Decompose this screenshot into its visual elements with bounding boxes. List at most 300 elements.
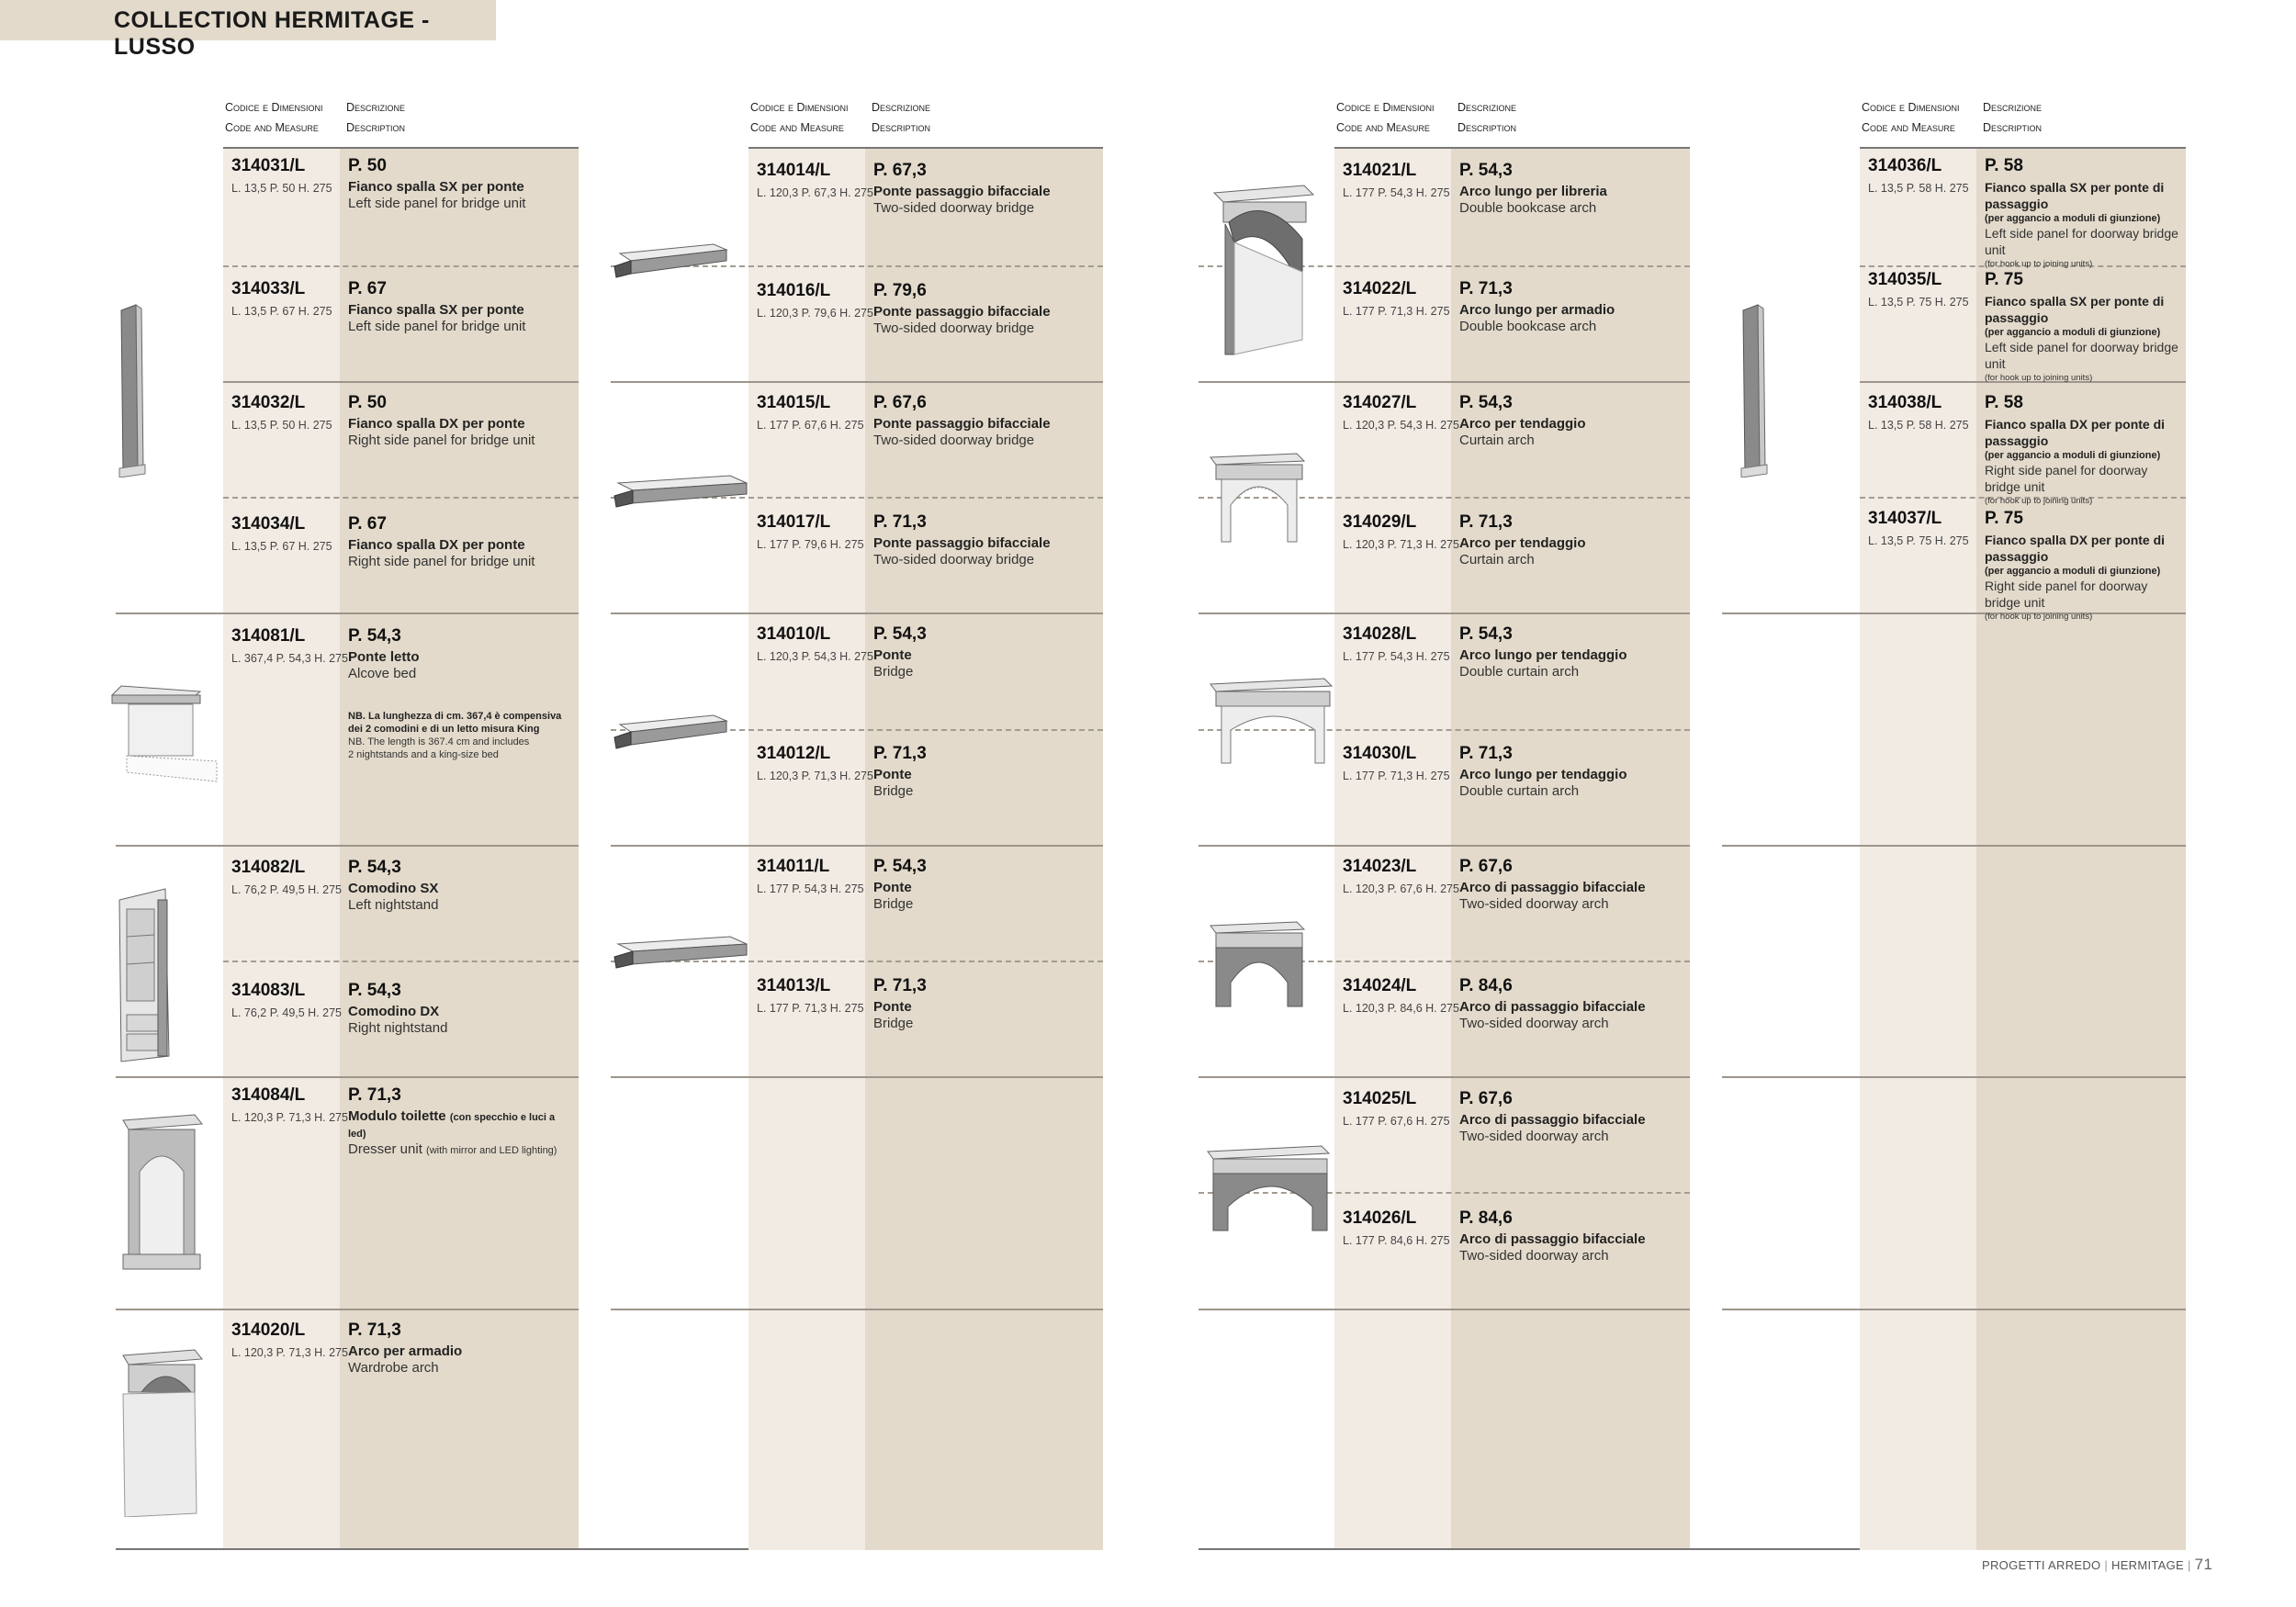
product-desc-en: Left nightstand — [348, 897, 439, 913]
row-separator — [116, 845, 579, 847]
col2-code-bg — [748, 147, 865, 1550]
head-code-line1: Codice e Dimensioni — [225, 101, 323, 114]
product-desc-it: Fianco spalla SX per ponte — [348, 179, 524, 195]
page-number: 71 — [2194, 1556, 2213, 1573]
col4-head-desc — [1983, 97, 2042, 138]
product-desc-en: Double bookcase arch — [1459, 319, 1597, 334]
row-separator — [1722, 1076, 2186, 1078]
product-desc-cell — [348, 393, 573, 449]
row-separator — [116, 1309, 579, 1310]
alcove-bed-illustration — [108, 684, 223, 790]
product-depth: P. 71,3 — [873, 744, 927, 763]
product-code: 314027/L — [1343, 393, 1417, 412]
product-desc-cell — [1985, 270, 2182, 385]
product-desc-it: Arco di passaggio bifacciale — [1459, 1231, 1646, 1247]
product-code: 314029/L — [1343, 512, 1417, 532]
product-dimensions: L. 13,5 P. 75 H. 275 — [1868, 296, 1969, 309]
product-code-cell — [1868, 509, 1969, 547]
product-desc-en: Double bookcase arch — [1459, 200, 1597, 216]
product-desc-cell — [348, 514, 573, 570]
collection-title: COLLECTION HERMITAGE - LUSSO — [114, 7, 430, 60]
product-dimensions: L. 120,3 P. 71,3 H. 275 — [231, 1346, 348, 1359]
col3-head-desc — [1458, 97, 1516, 138]
product-code: 314016/L — [757, 281, 831, 300]
product-desc-cell — [1459, 393, 1684, 449]
product-code: 314013/L — [757, 976, 831, 995]
product-depth: P. 54,3 — [873, 624, 927, 644]
product-desc-en: Two-sided doorway arch — [1459, 896, 1609, 912]
note-it-line: NB. La lunghezza di cm. 367,4 è compensiva — [348, 711, 562, 722]
product-dimensions: L. 177 P. 67,6 H. 275 — [757, 419, 864, 432]
head-desc-line1: Descrizione — [346, 101, 406, 114]
product-code: 314017/L — [757, 512, 831, 532]
bridge-beam-illustration — [611, 470, 753, 516]
product-dimensions: L. 177 P. 54,3 H. 275 — [1343, 186, 1450, 199]
product-depth: P. 58 — [1985, 156, 2023, 175]
product-dimensions: L. 120,3 P. 67,3 H. 275 — [757, 186, 873, 199]
col3-desc-bg — [1451, 147, 1690, 1550]
product-desc-en: Left side panel for bridge unit — [348, 319, 526, 334]
doorway-arch-illustration — [1201, 918, 1311, 1010]
product-code-cell — [231, 1085, 348, 1124]
product-desc-en: Curtain arch — [1459, 433, 1535, 448]
row-separator — [611, 1309, 1103, 1310]
product-code-cell — [1343, 857, 1459, 895]
product-desc-cell — [348, 1085, 573, 1158]
product-dimensions: L. 120,3 P. 54,3 H. 275 — [1343, 419, 1459, 432]
product-desc-it-sub: (per aggancio a moduli di giunzione) — [1985, 213, 2161, 224]
product-dimensions: L. 120,3 P. 54,3 H. 275 — [757, 650, 873, 663]
product-code: 314010/L — [757, 624, 831, 644]
product-code: 314035/L — [1868, 270, 1942, 289]
product-dimensions: L. 177 P. 84,6 H. 275 — [1343, 1234, 1450, 1247]
col2-head-code — [750, 97, 849, 138]
product-code-cell — [757, 857, 864, 895]
product-code: 314037/L — [1868, 509, 1942, 528]
col3-head-code — [1336, 97, 1435, 138]
product-code-cell — [1343, 1208, 1450, 1247]
product-desc-it: Ponte letto — [348, 649, 420, 665]
product-code-cell — [1343, 1089, 1450, 1128]
product-desc-cell — [348, 626, 573, 761]
product-dimensions: L. 13,5 P. 75 H. 275 — [1868, 534, 1969, 547]
dresser-unit-illustration — [114, 1107, 206, 1282]
product-dimensions: L. 13,5 P. 58 H. 275 — [1868, 182, 1969, 195]
bridge-beam-illustration — [611, 712, 735, 758]
product-depth: P. 54,3 — [1459, 161, 1513, 180]
row-separator — [116, 612, 579, 614]
product-dimensions: L. 177 P. 71,3 H. 275 — [757, 1002, 864, 1015]
col3-top-rule — [1334, 147, 1690, 149]
product-desc-cell — [873, 976, 1098, 1032]
bridge-beam-illustration — [611, 241, 735, 287]
product-code: 314081/L — [231, 626, 306, 646]
product-code: 314082/L — [231, 858, 306, 877]
head-code-line2: Code and Measure — [1862, 121, 1955, 134]
product-code: 314031/L — [231, 156, 306, 175]
product-desc-cell — [348, 1320, 573, 1377]
product-depth: P. 71,3 — [873, 976, 927, 995]
product-desc-en: Left side panel for doorway bridge unit — [1985, 340, 2178, 371]
product-depth: P. 54,3 — [348, 858, 401, 877]
product-desc-en: Two-sided doorway bridge — [873, 200, 1035, 216]
product-dimensions: L. 177 P. 71,3 H. 275 — [1343, 770, 1450, 782]
head-desc-line2: Description — [872, 121, 931, 134]
product-dimensions: L. 13,5 P. 67 H. 275 — [231, 305, 332, 318]
product-dimensions: L. 76,2 P. 49,5 H. 275 — [231, 1006, 343, 1019]
col4-top-rule — [1860, 147, 2186, 149]
product-desc-en: Right side panel for doorway bridge unit — [1985, 579, 2148, 610]
product-code-cell — [231, 626, 348, 665]
row-separator — [611, 381, 1103, 383]
product-desc-it-sub: (per aggancio a moduli di giunzione) — [1985, 566, 2161, 577]
col2-top-rule — [748, 147, 1103, 149]
product-code: 314084/L — [231, 1085, 306, 1105]
product-desc-en: Alcove bed — [348, 666, 417, 681]
product-desc-en: Two-sided doorway bridge — [873, 552, 1035, 568]
product-desc-it: Ponte passaggio bifacciale — [873, 304, 1051, 320]
product-desc-cell — [1459, 624, 1684, 680]
product-code-cell — [1343, 279, 1450, 318]
product-depth: P. 71,3 — [348, 1085, 401, 1105]
head-desc-line2: Description — [1458, 121, 1517, 134]
col1-head-code — [225, 97, 323, 138]
product-desc-cell — [348, 279, 573, 335]
product-desc-en: Bridge — [873, 896, 914, 912]
product-dimensions: L. 177 P. 54,3 H. 275 — [757, 882, 864, 895]
product-desc-cell — [348, 156, 573, 212]
product-code-cell — [231, 514, 332, 553]
product-desc-en: Right side panel for doorway bridge unit — [1985, 463, 2148, 494]
product-desc-cell — [1985, 509, 2182, 624]
col1-head-desc — [346, 97, 405, 138]
product-depth: P. 58 — [1985, 393, 2023, 412]
product-depth: P. 71,3 — [348, 1320, 401, 1340]
col4-head-code — [1862, 97, 1960, 138]
product-code: 314012/L — [757, 744, 831, 763]
footer-divider: | — [2187, 1558, 2191, 1572]
product-desc-en: Wardrobe arch — [348, 1360, 439, 1376]
product-code: 314025/L — [1343, 1089, 1417, 1108]
product-code: 314083/L — [231, 981, 306, 1000]
product-desc-en: Left side panel for doorway bridge unit — [1985, 226, 2178, 257]
product-desc-cell — [1459, 857, 1684, 913]
product-desc-it: Ponte — [873, 647, 912, 663]
product-code: 314020/L — [231, 1320, 306, 1340]
product-depth: P. 54,3 — [348, 626, 401, 646]
nightstand-illustration — [114, 882, 178, 1065]
product-desc-en: Two-sided doorway arch — [1459, 1129, 1609, 1144]
product-code: 314032/L — [231, 393, 306, 412]
product-desc-cell — [348, 858, 573, 914]
product-dimensions: L. 13,5 P. 58 H. 275 — [1868, 419, 1969, 432]
product-desc-cell — [873, 624, 1098, 680]
product-desc-en: Right side panel for bridge unit — [348, 433, 535, 448]
product-code: 314030/L — [1343, 744, 1417, 763]
row-separator — [1199, 1076, 1690, 1078]
product-depth: P. 75 — [1985, 509, 2023, 528]
product-depth: P. 79,6 — [873, 281, 927, 300]
product-dimensions: L. 120,3 P. 71,3 H. 275 — [1343, 538, 1459, 551]
product-code: 314023/L — [1343, 857, 1417, 876]
product-code-cell — [231, 981, 342, 1019]
product-depth: P. 67,6 — [873, 393, 927, 412]
product-desc-it: Fianco spalla DX per ponte — [348, 537, 525, 553]
row-separator — [1199, 381, 1690, 383]
product-desc-en: Two-sided doorway arch — [1459, 1016, 1609, 1031]
product-code: 314033/L — [231, 279, 306, 298]
product-code: 314024/L — [1343, 976, 1417, 995]
product-depth: P. 84,6 — [1459, 1208, 1513, 1228]
head-desc-line1: Descrizione — [1458, 101, 1517, 114]
product-desc-it: Ponte — [873, 880, 912, 895]
product-desc-it: Fianco spalla DX per ponte — [348, 416, 525, 432]
product-desc-it: Ponte — [873, 767, 912, 782]
row-separator — [611, 612, 1103, 614]
product-dimensions: L. 76,2 P. 49,5 H. 275 — [231, 883, 343, 896]
product-code-cell — [757, 976, 864, 1015]
product-dimensions: L. 13,5 P. 50 H. 275 — [231, 419, 332, 432]
row-separator — [1199, 845, 1690, 847]
product-desc-it — [348, 1108, 573, 1141]
bridge-beam-illustration — [611, 931, 753, 977]
product-code-cell — [1343, 624, 1450, 663]
product-desc-en-sub: (for hook up to joining units) — [1985, 612, 2093, 622]
doorway-arch-illustration — [1199, 1142, 1336, 1234]
curtain-arch-illustration — [1201, 450, 1311, 551]
head-code-line2: Code and Measure — [750, 121, 844, 134]
product-code: 314028/L — [1343, 624, 1417, 644]
product-dimensions: L. 177 P. 54,3 H. 275 — [1343, 650, 1450, 663]
product-desc-cell — [1459, 1089, 1684, 1145]
product-desc-cell — [873, 857, 1098, 913]
product-dimensions: L. 177 P. 71,3 H. 275 — [1343, 305, 1450, 318]
product-code-cell — [757, 744, 873, 782]
row-separator — [1722, 845, 2186, 847]
product-code-cell — [757, 624, 873, 663]
product-depth: P. 71,3 — [1459, 744, 1513, 763]
product-desc-it: Arco lungo per libreria — [1459, 184, 1607, 199]
product-depth: P. 67 — [348, 279, 387, 298]
product-desc-it: Arco di passaggio bifacciale — [1459, 880, 1646, 895]
product-desc-en-sub: (for hook up to joining units) — [1985, 373, 2093, 383]
product-desc-cell — [1459, 279, 1684, 335]
row-separator — [223, 381, 579, 383]
row-separator — [116, 1076, 579, 1078]
note-it-line: dei 2 comodini e di un letto misura King — [348, 724, 540, 735]
head-desc-line2: Description — [1983, 121, 2043, 134]
product-dimensions: L. 13,5 P. 50 H. 275 — [231, 182, 332, 195]
product-depth: P. 67,3 — [873, 161, 927, 180]
product-code-cell — [1868, 270, 1969, 309]
desc-it-main: Modulo toilette — [348, 1108, 446, 1124]
product-code: 314014/L — [757, 161, 831, 180]
product-dimensions: L. 177 P. 79,6 H. 275 — [757, 538, 864, 551]
product-code-cell — [1343, 512, 1459, 551]
product-desc-en-sub: (for hook up to joining units) — [1985, 259, 2093, 269]
col3-code-bg — [1334, 147, 1451, 1550]
product-desc-it: Comodino SX — [348, 881, 439, 896]
product-code-cell — [231, 279, 332, 318]
product-desc-cell — [873, 281, 1098, 337]
product-desc-en: Two-sided doorway bridge — [873, 433, 1035, 448]
product-dimensions: L. 120,3 P. 67,6 H. 275 — [1343, 882, 1459, 895]
product-code-cell — [231, 393, 332, 432]
product-dimensions: L. 120,3 P. 79,6 H. 275 — [757, 307, 873, 320]
product-desc-en: Double curtain arch — [1459, 664, 1580, 680]
row-separator — [1199, 612, 1690, 614]
bookcase-arch-illustration — [1201, 184, 1321, 358]
product-depth: P. 50 — [348, 393, 387, 412]
product-depth: P. 54,3 — [1459, 624, 1513, 644]
product-desc-en: Right side panel for bridge unit — [348, 554, 535, 569]
product-desc-en: Right nightstand — [348, 1020, 448, 1036]
product-code-cell — [757, 512, 864, 551]
product-dimensions: L. 120,3 P. 71,3 H. 275 — [757, 770, 873, 782]
product-depth: P. 67 — [348, 514, 387, 534]
product-depth: P. 71,3 — [873, 512, 927, 532]
product-desc-it: Ponte passaggio bifacciale — [873, 184, 1051, 199]
product-code: 314034/L — [231, 514, 306, 534]
product-dimensions: L. 177 P. 67,6 H. 275 — [1343, 1115, 1450, 1128]
product-desc-cell — [1459, 161, 1684, 217]
product-code-cell — [1868, 393, 1969, 432]
footer-collection: HERMITAGE — [2111, 1558, 2185, 1572]
footer-section: PROGETTI ARREDO — [1982, 1558, 2101, 1572]
col2-desc-bg — [865, 147, 1103, 1550]
product-desc-it: Arco lungo per tendaggio — [1459, 767, 1627, 782]
product-desc-cell — [873, 161, 1098, 217]
wardrobe-arch-illustration — [114, 1343, 206, 1517]
product-desc-cell — [1459, 512, 1684, 568]
product-code: 314022/L — [1343, 279, 1417, 298]
product-desc-it: Fianco spalla DX per ponte di passaggio — [1985, 533, 2166, 564]
product-depth: P. 71,3 — [1459, 512, 1513, 532]
product-desc-cell — [1985, 393, 2182, 508]
product-desc-en: Bridge — [873, 783, 914, 799]
head-code-line1: Codice e Dimensioni — [1336, 101, 1435, 114]
head-desc-line1: Descrizione — [872, 101, 931, 114]
product-code-cell — [757, 393, 864, 432]
row-separator — [223, 265, 579, 267]
head-code-line1: Codice e Dimensioni — [750, 101, 849, 114]
product-code-cell — [1343, 393, 1459, 432]
product-depth: P. 50 — [348, 156, 387, 175]
product-desc-it: Arco di passaggio bifacciale — [1459, 1112, 1646, 1128]
product-desc-cell — [873, 512, 1098, 568]
product-desc-it: Fianco spalla SX per ponte — [348, 302, 524, 318]
product-desc-it: Arco lungo per armadio — [1459, 302, 1615, 318]
row-separator — [611, 1076, 1103, 1078]
head-code-line2: Code and Measure — [225, 121, 319, 134]
product-depth: P. 67,6 — [1459, 857, 1513, 876]
product-code-cell — [1343, 744, 1450, 782]
row-separator — [611, 845, 1103, 847]
product-note — [348, 710, 573, 761]
product-code: 314038/L — [1868, 393, 1942, 412]
product-code: 314026/L — [1343, 1208, 1417, 1228]
row-separator — [223, 961, 579, 962]
product-desc-en: Left side panel for bridge unit — [348, 196, 526, 211]
col2-head-desc — [872, 97, 930, 138]
product-code: 314015/L — [757, 393, 831, 412]
footer-divider: | — [2104, 1558, 2109, 1572]
product-desc-en: Double curtain arch — [1459, 783, 1580, 799]
product-desc-it: Comodino DX — [348, 1004, 440, 1019]
product-desc-en: Bridge — [873, 1016, 914, 1031]
product-code-cell — [231, 858, 342, 896]
product-desc-cell — [873, 393, 1098, 449]
product-desc-en: Two-sided doorway bridge — [873, 320, 1035, 336]
product-code-cell — [231, 156, 332, 195]
product-code-cell — [231, 1320, 348, 1359]
product-dimensions: L. 367,4 P. 54,3 H. 275 — [231, 652, 348, 665]
side-panel-illustration — [1730, 303, 1776, 478]
desc-en-note: (with mirror and LED lighting) — [426, 1145, 557, 1156]
product-desc-it: Arco lungo per tendaggio — [1459, 647, 1627, 663]
head-desc-line2: Description — [346, 121, 406, 134]
product-desc-cell — [1459, 976, 1684, 1032]
product-desc-it: Ponte passaggio bifacciale — [873, 535, 1051, 551]
collection-title-bar — [0, 0, 496, 60]
desc-it-note: (con specchio e luci a led) — [348, 1112, 556, 1140]
product-code-cell — [757, 161, 873, 199]
product-desc-it-sub: (per aggancio a moduli di giunzione) — [1985, 327, 2161, 338]
product-desc-cell — [1459, 1208, 1684, 1264]
product-desc-it: Arco per tendaggio — [1459, 535, 1586, 551]
product-desc-en: Bridge — [873, 664, 914, 680]
row-separator — [1722, 1309, 2186, 1310]
product-desc-it: Arco di passaggio bifacciale — [1459, 999, 1646, 1015]
product-desc-en-sub: (for hook up to joining units) — [1985, 496, 2093, 506]
head-desc-line1: Descrizione — [1983, 101, 2043, 114]
product-depth: P. 54,3 — [1459, 393, 1513, 412]
product-depth: P. 54,3 — [873, 857, 927, 876]
product-desc-it: Arco per tendaggio — [1459, 416, 1586, 432]
note-en-line: 2 nightstands and a king-size bed — [348, 749, 499, 760]
row-separator — [1199, 1309, 1690, 1310]
product-code: 314011/L — [757, 857, 830, 876]
page-footer — [1982, 1556, 2212, 1574]
product-dimensions: L. 120,3 P. 84,6 H. 275 — [1343, 1002, 1459, 1015]
head-code-line1: Codice e Dimensioni — [1862, 101, 1960, 114]
product-code-cell — [1868, 156, 1969, 195]
product-desc-en — [348, 1141, 573, 1158]
side-panel-illustration — [108, 303, 154, 478]
product-code-cell — [757, 281, 873, 320]
product-depth: P. 71,3 — [1459, 279, 1513, 298]
col4-code-bg — [1860, 147, 1976, 1550]
product-desc-cell — [1985, 156, 2182, 271]
note-en-line: NB. The length is 367.4 cm and includes — [348, 736, 530, 747]
product-desc-it: Fianco spalla DX per ponte di passaggio — [1985, 417, 2166, 448]
product-desc-it: Ponte — [873, 999, 912, 1015]
product-desc-it-sub: (per aggancio a moduli di giunzione) — [1985, 450, 2161, 461]
product-code: 314036/L — [1868, 156, 1942, 175]
product-depth: P. 67,6 — [1459, 1089, 1513, 1108]
product-code: 314021/L — [1343, 161, 1417, 180]
product-desc-it: Ponte passaggio bifacciale — [873, 416, 1051, 432]
product-desc-en: Two-sided doorway arch — [1459, 1248, 1609, 1264]
double-curtain-arch-illustration — [1201, 675, 1339, 767]
product-desc-cell — [348, 981, 573, 1037]
col1-top-rule — [223, 147, 579, 149]
product-desc-cell — [1459, 744, 1684, 800]
product-depth: P. 54,3 — [348, 981, 401, 1000]
product-depth: P. 75 — [1985, 270, 2023, 289]
product-desc-it: Fianco spalla SX per ponte di passaggio — [1985, 294, 2165, 325]
product-desc-it: Fianco spalla SX per ponte di passaggio — [1985, 180, 2165, 211]
